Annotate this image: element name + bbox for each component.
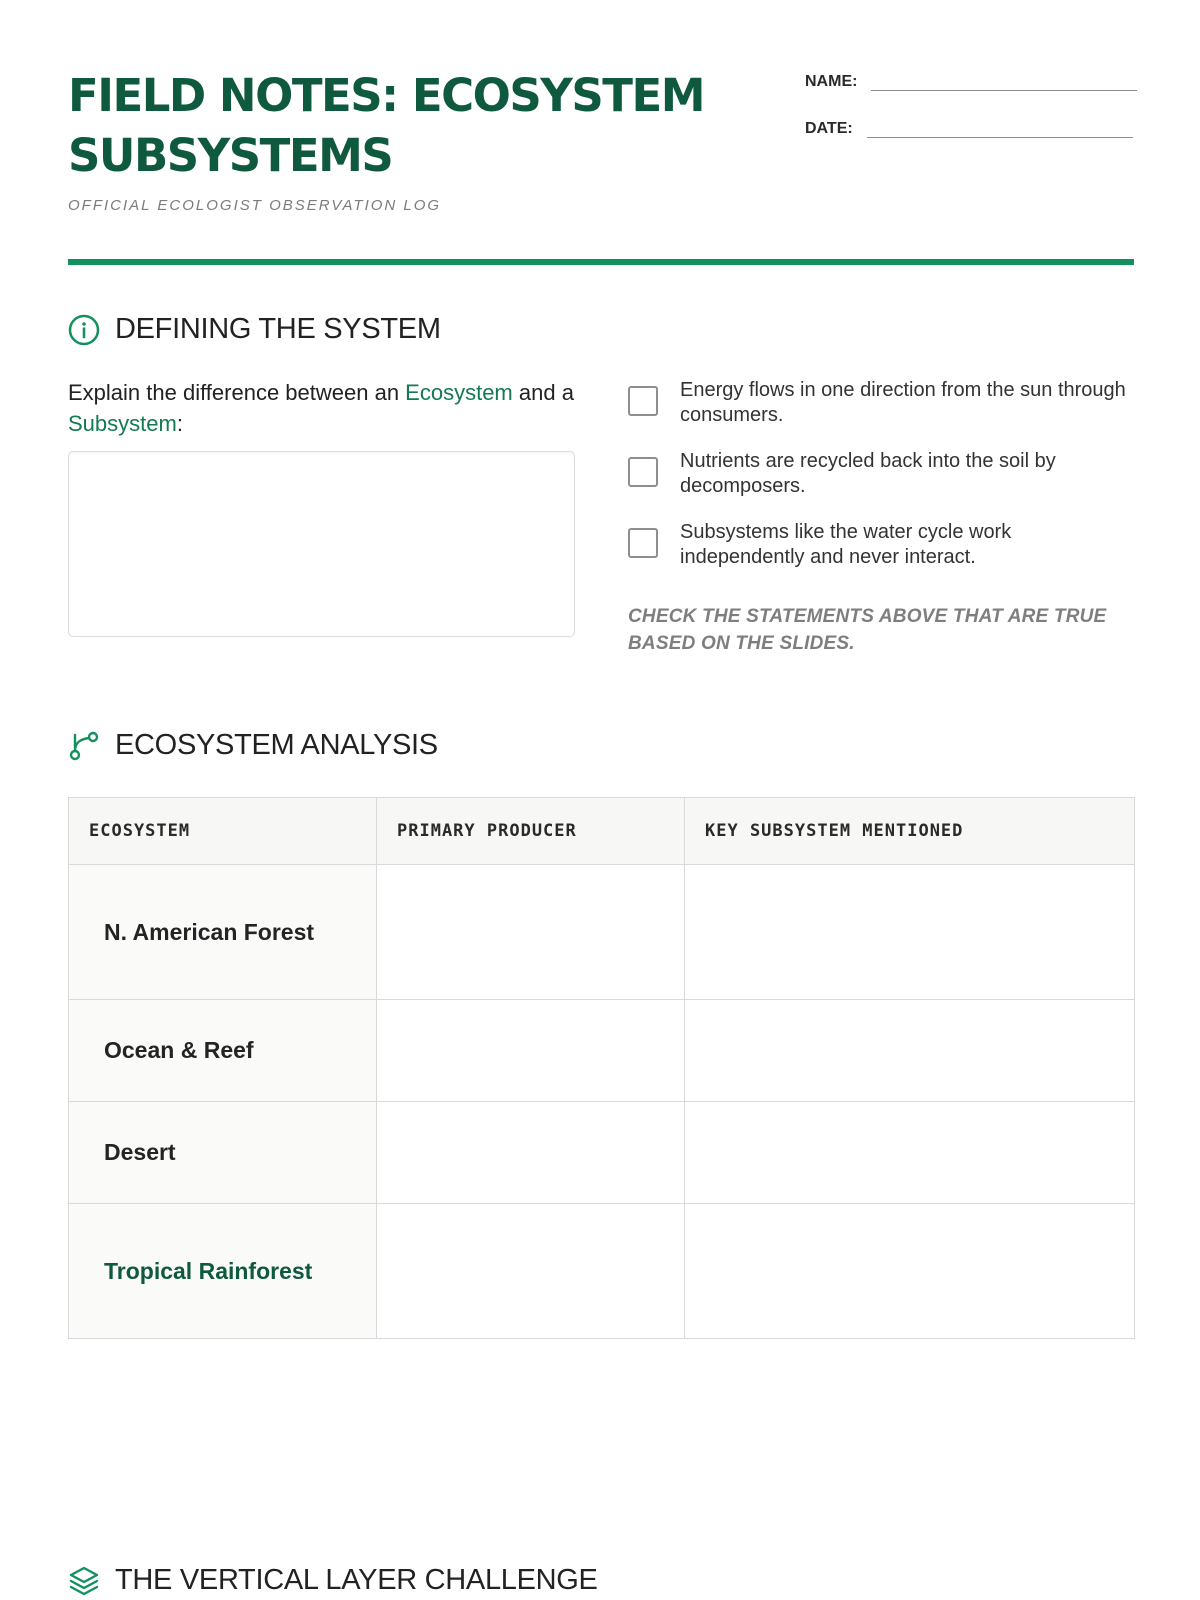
checklist-note: CHECK THE STATEMENTS ABOVE THAT ARE TRUE BASED ON THE SLIDES.	[628, 606, 1107, 654]
name-input-line[interactable]	[871, 74, 1137, 91]
subsystem-cell[interactable]	[685, 865, 1135, 1000]
branch-icon	[68, 730, 100, 762]
term-ecosystem: Ecosystem	[405, 380, 513, 405]
column-header: PRIMARY PRODUCER	[377, 798, 685, 865]
statement-text: Energy flows in one direction from the sun through consumers.	[680, 379, 1126, 426]
prompt-text: and a	[512, 380, 574, 405]
ecosystem-cell: Ocean & Reef	[69, 1000, 377, 1102]
subsystem-cell[interactable]	[685, 1102, 1135, 1204]
producer-cell[interactable]	[377, 1102, 685, 1204]
ecosystem-cell: Desert	[69, 1102, 377, 1204]
section-layer-heading	[68, 1564, 598, 1597]
section-analysis-heading	[68, 729, 438, 762]
prompt-text: :	[176, 411, 183, 436]
definition-answer-box[interactable]	[68, 451, 575, 637]
page-title: FIELD NOTES: ECOSYSTEM SUBSYSTEMS	[68, 69, 704, 182]
name-field	[805, 73, 1137, 91]
ecosystem-cell: Tropical Rainforest	[69, 1204, 377, 1339]
section-title: DEFINING THE SYSTEM	[115, 313, 441, 345]
prompt-text: Explain the difference between an	[68, 380, 406, 405]
subsystem-cell[interactable]	[685, 1000, 1135, 1102]
worksheet-page	[68, 0, 1134, 1600]
info-circle-icon	[68, 314, 100, 346]
statement-item	[628, 378, 1138, 428]
table-row	[69, 865, 1135, 1000]
layers-icon	[68, 1565, 100, 1597]
date-field	[805, 120, 1133, 138]
term-subsystem: Subsystem	[68, 411, 177, 436]
name-label: NAME:	[805, 73, 858, 90]
date-input-line[interactable]	[867, 121, 1133, 138]
statement-text: Subsystems like the water cycle work independently and never interact.	[680, 521, 1012, 568]
section-title: THE VERTICAL LAYER CHALLENGE	[115, 1564, 598, 1596]
statement-text: Nutrients are recycled back into the soil by decomposers.	[680, 450, 1056, 497]
statement-item	[628, 520, 1138, 570]
table-row	[69, 1000, 1135, 1102]
statement-checkbox[interactable]	[628, 386, 658, 416]
date-label: DATE:	[805, 120, 853, 137]
page-subtitle: OFFICIAL ECOLOGIST OBSERVATION LOG	[68, 197, 442, 214]
producer-cell[interactable]	[377, 1204, 685, 1339]
section-defining-heading	[68, 313, 441, 346]
header-divider	[68, 259, 1134, 265]
definition-prompt	[68, 377, 588, 439]
column-header: ECOSYSTEM	[69, 798, 377, 865]
statement-checkbox[interactable]	[628, 457, 658, 487]
ecosystem-analysis-table	[68, 797, 1135, 1339]
subsystem-cell[interactable]	[685, 1204, 1135, 1339]
section-title: ECOSYSTEM ANALYSIS	[115, 729, 438, 761]
table-header-row	[69, 798, 1135, 865]
table-row	[69, 1102, 1135, 1204]
statement-checkbox[interactable]	[628, 528, 658, 558]
ecosystem-cell: N. American Forest	[69, 865, 377, 1000]
statement-item	[628, 449, 1138, 499]
producer-cell[interactable]	[377, 865, 685, 1000]
statement-checklist	[628, 378, 1138, 591]
producer-cell[interactable]	[377, 1000, 685, 1102]
table-row	[69, 1204, 1135, 1339]
column-header: KEY SUBSYSTEM MENTIONED	[685, 798, 1135, 865]
